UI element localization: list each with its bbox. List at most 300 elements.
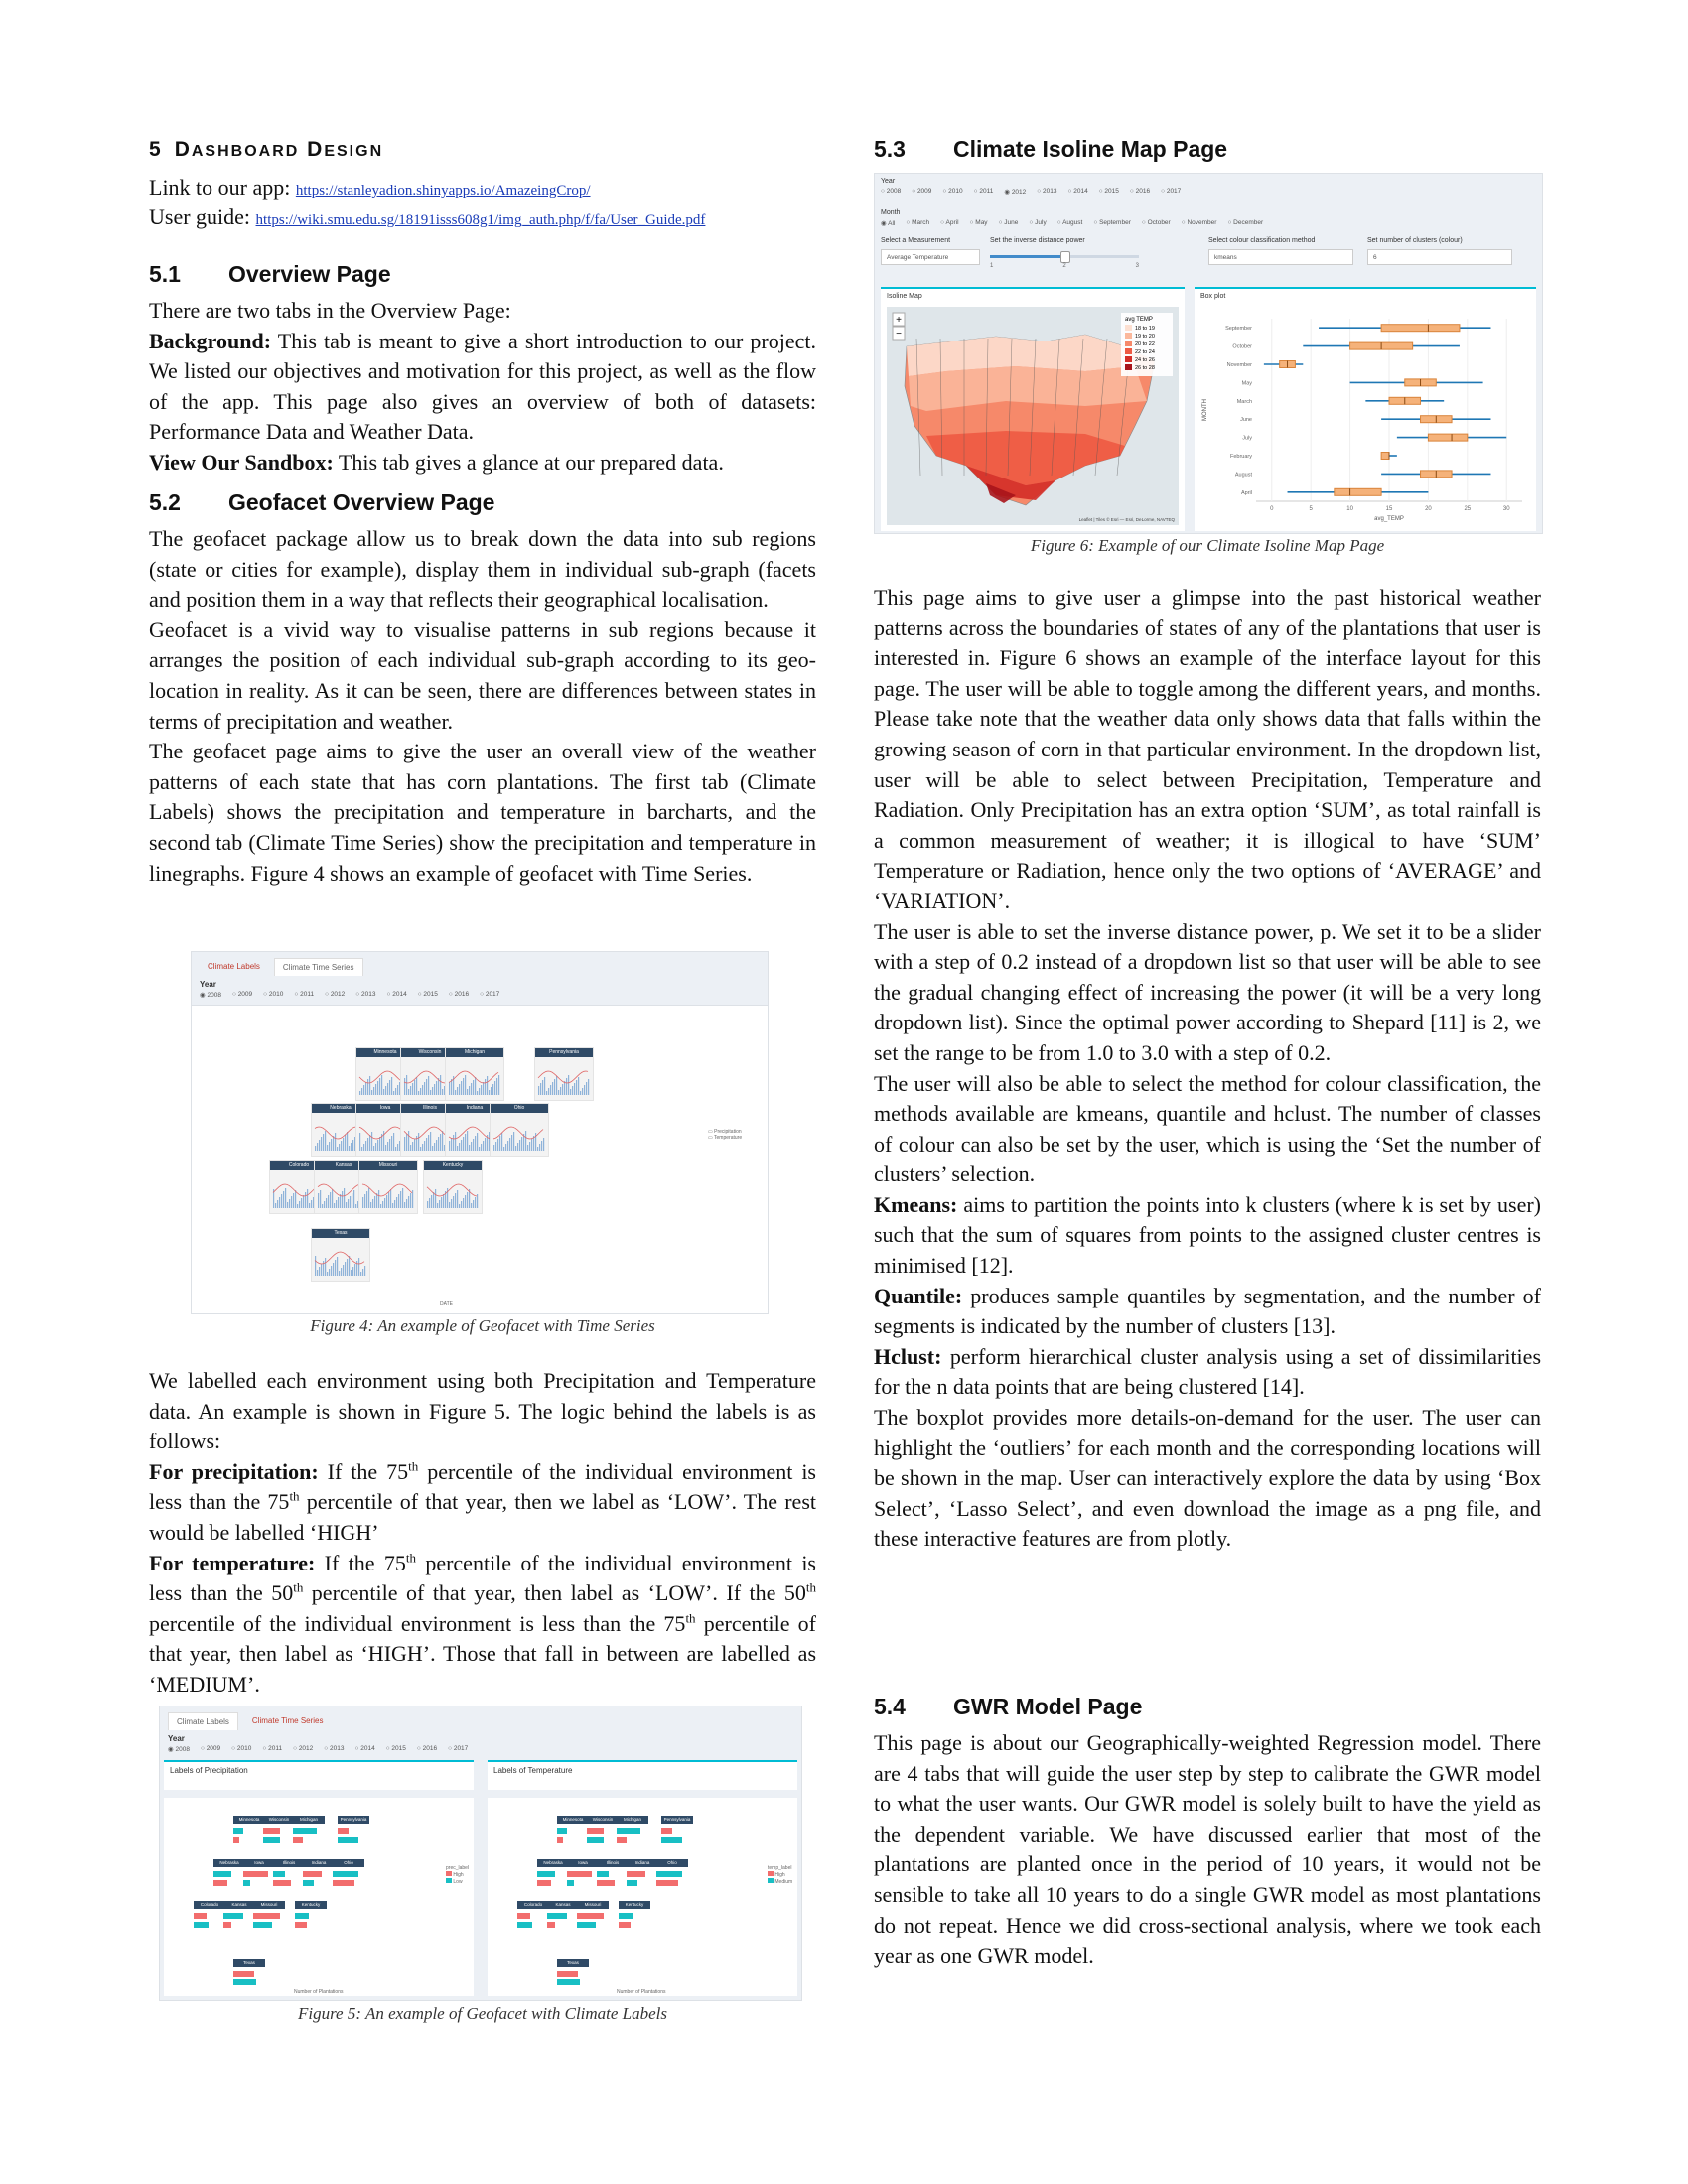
precipitation-bar <box>352 1267 353 1276</box>
precipitation-bar <box>389 1080 390 1095</box>
radio-option[interactable]: ○ 2015 <box>1099 188 1119 196</box>
label-bar <box>619 1913 633 1919</box>
facet-kansas <box>547 1901 579 1935</box>
label-bar <box>303 1880 314 1886</box>
precipitation-bar <box>342 1191 343 1208</box>
radio-option[interactable]: ◉ 2008 <box>200 991 221 999</box>
facet-missouri <box>253 1901 285 1935</box>
radio-option[interactable]: ○ 2016 <box>1130 188 1150 196</box>
radio-option[interactable]: ○ 2017 <box>1161 188 1181 196</box>
radio-option[interactable]: ○ November <box>1182 219 1217 227</box>
precipitation-bar <box>301 1198 302 1208</box>
precipitation-bar <box>334 1203 335 1208</box>
radio-option[interactable]: ○ May <box>970 219 988 227</box>
precipitation-bar <box>373 1146 374 1151</box>
y-tick-label: March <box>1236 398 1252 405</box>
subsection-heading-5-2: 5.2 Geofacet Overview Page <box>149 489 495 515</box>
facet-title: Nebraska <box>213 1859 245 1867</box>
label-bar <box>577 1913 604 1919</box>
precipitation-bar <box>521 1137 522 1151</box>
radio-option[interactable]: ◉ All <box>881 219 895 227</box>
facet-title: Pennsylvania <box>661 1816 693 1824</box>
radio-option[interactable]: ○ August <box>1057 219 1083 227</box>
label-bar <box>233 1837 239 1843</box>
label-bar <box>577 1922 596 1928</box>
precipitation-bar <box>349 1146 350 1151</box>
precipitation-bar <box>492 1084 493 1095</box>
quantile-paragraph: Quantile: produces sample quantiles by segmentation, and the number of segments is indicated by the number of clusters [13]. <box>874 1283 1541 1339</box>
precipitation-bar <box>354 1264 355 1276</box>
precipitation-bar <box>363 1085 364 1095</box>
radio-option[interactable]: ○ 2013 <box>355 991 375 999</box>
facet-title: Indiana <box>446 1104 503 1113</box>
facet-title: Wisconsin <box>263 1816 295 1824</box>
facet-title: Wisconsin <box>587 1816 619 1824</box>
subsection-heading-5-3: 5.3 Climate Isoline Map Page <box>874 136 1228 162</box>
radio-option[interactable]: ○ June <box>999 219 1019 227</box>
precipitation-bar <box>275 1203 276 1208</box>
precipitation-bar <box>442 1089 443 1095</box>
fig6-year-label: Year <box>881 178 896 185</box>
radio-option[interactable]: ○ 2016 <box>417 1745 437 1753</box>
precipitation-bar <box>393 1133 394 1151</box>
y-tick-label: June <box>1240 417 1252 424</box>
radio-option[interactable]: ○ 2016 <box>449 991 469 999</box>
precipitation-bar <box>346 1202 347 1208</box>
precipitation-bar <box>327 1272 328 1276</box>
precipitation-bar <box>582 1088 583 1095</box>
label-bar <box>338 1828 349 1834</box>
precipitation-bar <box>441 1197 442 1208</box>
label-bar <box>253 1922 272 1928</box>
radio-option[interactable]: ○ 2009 <box>232 991 252 999</box>
facet-indiana <box>627 1859 658 1893</box>
radio-option[interactable]: ○ 2013 <box>324 1745 344 1753</box>
method-dropdown[interactable]: kmeans <box>1208 249 1353 265</box>
label-bar <box>656 1880 678 1886</box>
precipitation-bar <box>326 1198 327 1208</box>
precipitation-rule: For precipitation: If the 75th percentile of the individual environment is less than the 75th percentile of that year, then we label as ‘LOW’. The rest would be labelled ‘HIGH’ <box>149 1458 816 1545</box>
y-tick-label: April <box>1240 489 1252 496</box>
radio-option[interactable]: ○ 2010 <box>942 188 962 196</box>
facet-title: Minnesota <box>233 1816 265 1824</box>
power-slider-ticks: 1 2 3 <box>990 263 1139 269</box>
precipitation-bar <box>412 1190 413 1208</box>
map-legend-title: avg TEMP <box>1125 317 1153 323</box>
facet-title: Indiana <box>627 1859 658 1867</box>
label-bar <box>293 1837 303 1843</box>
precipitation-bar <box>541 1141 542 1151</box>
precipitation-bar <box>277 1200 278 1208</box>
radio-option[interactable]: ○ July <box>1029 219 1046 227</box>
gwr-paragraph: This page is about our Geographically-weighted Regression model. There are 4 tabs that will guide the user step by step to calibrate the GWR model to what the user wants. Our GWR model is solely built to have the yield as the dependent variable. We have discussed earlier that most of the plantations are planted once in the period of 10 years, it would not be sensible to take all 10 years to do a single GWR model as most plantations do not repeat. Hence we did cross-sectional analysis, where we took each year as one GWR model. <box>874 1730 1541 1969</box>
map-legend-label: 24 to 26 <box>1135 357 1155 363</box>
facet-title: Wisconsin <box>401 1048 459 1057</box>
precipitation-bar <box>562 1084 563 1095</box>
precipitation-bar <box>554 1079 555 1095</box>
precipitation-bar <box>295 1190 296 1208</box>
precipitation-bar <box>550 1085 551 1095</box>
precipitation-bar <box>560 1087 561 1095</box>
precipitation-bar <box>463 1078 464 1095</box>
precipitation-bar <box>584 1085 585 1095</box>
precipitation-bar <box>414 1139 415 1151</box>
map-legend-swatch <box>1125 356 1132 362</box>
radio-option[interactable]: ○ October <box>1142 219 1171 227</box>
label-bar <box>537 1871 555 1877</box>
precipitation-bar <box>509 1138 510 1151</box>
radio-option[interactable]: ○ 2008 <box>881 188 901 196</box>
temperature-rule: For temperature: If the 75th percentile of the individual environment is less than the 50th percentile of that year, then label as ‘LOW’. If the 50th percentile of the individual environment is less than the 75th percentile of that year, then label as ‘HIGH’. Those that fall in between are labelled as ‘MEDIUM’. <box>149 1550 816 1697</box>
precipitation-bar <box>299 1201 300 1208</box>
label-bar <box>233 1828 243 1834</box>
precipitation-bar <box>408 1131 409 1151</box>
precipitation-bar <box>395 1088 396 1095</box>
temperature-line <box>538 1071 588 1083</box>
radio-option[interactable]: ○ 2011 <box>294 991 314 999</box>
precipitation-bar <box>493 1145 494 1151</box>
precipitation-bar <box>485 1079 486 1095</box>
fig5-tabs <box>160 1706 801 1730</box>
precipitation-bar <box>410 1193 411 1208</box>
facet-illinois <box>597 1859 629 1893</box>
box <box>1381 453 1389 460</box>
facet-title: Kentucky <box>424 1161 482 1170</box>
radio-option[interactable]: ○ 2012 <box>325 991 345 999</box>
figure-4-caption: Figure 4: An example of Geofacet with Time Series <box>310 1316 655 1335</box>
facet-title: Missouri <box>359 1161 417 1170</box>
facet-title: Michigan <box>617 1816 648 1824</box>
radio-option[interactable]: ○ 2010 <box>231 1745 251 1753</box>
label-bar <box>223 1913 243 1919</box>
precipitation-bar <box>414 1080 415 1095</box>
facet-title: Kansas <box>547 1901 579 1909</box>
precipitation-bar <box>455 1193 456 1208</box>
precipitation-bar <box>434 1084 435 1095</box>
measurement-dropdown[interactable]: Average Temperature <box>881 249 980 265</box>
radio-option[interactable]: ○ 2009 <box>912 188 931 196</box>
precipitation-bar <box>371 1090 372 1095</box>
precipitation-bar <box>440 1075 441 1095</box>
tab-climate-labels[interactable]: Climate Labels <box>168 1712 238 1730</box>
label-bar <box>233 1971 254 1977</box>
facet-title: Iowa <box>567 1859 599 1867</box>
precipitation-bar <box>408 1196 409 1208</box>
radio-option[interactable]: ○ 2017 <box>448 1745 468 1753</box>
y-tick-label: February <box>1229 454 1252 460</box>
precipitation-bar <box>315 1256 316 1276</box>
gwr-text <box>874 1728 1541 1972</box>
minus-icon: − <box>896 329 902 340</box>
panel-labels-of-temperature: Labels of Temperature <box>488 1760 797 1790</box>
facet-title: Colorado <box>270 1161 328 1170</box>
precipitation-bar <box>436 1081 437 1095</box>
radio-option[interactable]: ○ 2011 <box>974 188 994 196</box>
facet-pennsylvania <box>661 1816 693 1849</box>
precipitation-bar <box>513 1132 514 1151</box>
facet-iowa <box>567 1859 599 1893</box>
label-bar <box>557 1971 578 1977</box>
precipitation-bar <box>483 1082 484 1095</box>
label-bar <box>557 1837 563 1843</box>
precipitation-bar <box>377 1140 378 1151</box>
precipitation-bar <box>537 1147 538 1151</box>
fig6-year-radios[interactable] <box>875 186 1187 198</box>
precipitation-bar <box>362 1269 363 1276</box>
precipitation-bar <box>388 1192 389 1208</box>
clusters-label: Set number of clusters (colour) <box>1367 237 1463 244</box>
facet-time-series <box>312 1238 367 1280</box>
isoline-paragraph-1: This page aims to give user a glimpse into the past historical weather patterns across the boundaries of states of any of the plantations that user is interested in. Figure 6 shows an example of the interface layout for this page. The user will be able to toggle among the different years, and months. Please take note that the weather data only shows data that falls within the growing season of corn in that particular environment. In the dropdown list, user will be able to select between Precipitation, Temperature and Radiation. Only Precipitation has an extra option ‘SUM’, as total rainfall is a common measurement of weather; it is illogical to have ‘SUM’ Temperature or Radiation, hence only the two options of ‘AVERAGE’ and ‘VARIATION’. <box>874 585 1541 913</box>
isoline-map[interactable] <box>887 307 1179 525</box>
precipitation-bar <box>339 1144 340 1151</box>
precipitation-bar <box>483 1141 484 1151</box>
precipitation-bar <box>337 1257 338 1276</box>
precipitation-bar <box>386 1195 387 1208</box>
box <box>1335 488 1381 495</box>
radio-option[interactable]: ○ 2014 <box>1067 188 1087 196</box>
facet-ohio <box>656 1859 688 1893</box>
precipitation-bar <box>463 1137 464 1151</box>
precipitation-bar <box>436 1140 437 1151</box>
precipitation-geofacet <box>164 1798 474 1996</box>
facet-time-series <box>491 1113 546 1155</box>
radio-option[interactable]: ○ 2010 <box>263 991 283 999</box>
precipitation-bar <box>426 1079 427 1095</box>
power-slider-label: Set the inverse distance power <box>990 237 1085 244</box>
guide-link-label: User guide: <box>149 205 251 229</box>
facet-title: Kansas <box>315 1161 372 1170</box>
map-legend-swatch <box>1125 333 1132 339</box>
radio-option[interactable]: ○ 2015 <box>418 991 438 999</box>
fig4-facet-grid <box>192 1004 768 1313</box>
facet-nebraska <box>213 1859 245 1893</box>
label-bar <box>597 1880 615 1886</box>
precipitation-bar <box>412 1083 413 1095</box>
radio-option[interactable]: ○ 2015 <box>386 1745 406 1753</box>
label-bar <box>273 1880 291 1886</box>
facet-title: Illinois <box>273 1859 305 1867</box>
precipitation-bar <box>338 1197 339 1208</box>
facet-title: Texas <box>557 1959 589 1967</box>
boxplot-paragraph: The boxplot provides more details-on-demand for the user. The user can highlight the ‘outliers’ for each month and the corresponding locations will be shown in the map. User can interactively explore the data by using ‘Box Select’, ‘Lasso Select’, and even download the image as a png file, and these interactive features are from plotly. <box>874 1405 1541 1552</box>
power-slider-track[interactable] <box>990 255 1139 258</box>
tab-climate-time-series[interactable]: Climate Time Series <box>274 958 363 976</box>
radio-option[interactable]: ○ 2013 <box>1037 188 1056 196</box>
precipitation-bar <box>428 1135 429 1151</box>
y-tick-label: May <box>1241 380 1252 387</box>
precipitation-bar <box>281 1194 282 1208</box>
precipitation-bar <box>351 1270 352 1276</box>
precipitation-bar <box>366 1191 367 1208</box>
precipitation-bar <box>380 1204 381 1208</box>
power-slider-handle[interactable] <box>1060 251 1070 263</box>
precipitation-bar <box>358 1258 359 1276</box>
precipitation-bar <box>317 1270 318 1276</box>
precipitation-bar <box>465 1075 466 1095</box>
facet-kentucky <box>619 1901 650 1935</box>
app-link[interactable]: https://stanleyadion.shinyapps.io/AmazeingCrop/ <box>295 183 591 199</box>
precipitation-bar <box>473 1139 474 1151</box>
facet-colorado <box>517 1901 549 1935</box>
precipitation-bar <box>475 1077 476 1095</box>
radio-option[interactable]: ○ March <box>906 219 929 227</box>
precipitation-bar <box>416 1077 417 1095</box>
radio-option[interactable]: ○ September <box>1093 219 1131 227</box>
precipitation-bar <box>420 1147 421 1151</box>
precipitation-bar <box>353 1190 354 1208</box>
precipitation-bar <box>365 1141 366 1151</box>
box <box>1381 325 1460 332</box>
precipitation-bar <box>580 1091 581 1095</box>
fig4-header <box>192 952 768 1006</box>
facet-title: Nebraska <box>537 1859 569 1867</box>
precipitation-bar <box>431 1195 432 1208</box>
precipitation-bar <box>449 1141 450 1151</box>
precipitation-bar <box>438 1137 439 1151</box>
precipitation-bar <box>475 1136 476 1151</box>
radio-option[interactable]: ○ 2014 <box>354 1745 374 1753</box>
precipitation-bar <box>383 1089 384 1095</box>
precipitation-bar <box>525 1131 526 1151</box>
tab-climate-time-series[interactable]: Climate Time Series <box>251 1716 324 1725</box>
radio-option[interactable]: ○ 2012 <box>293 1745 313 1753</box>
precipitation-bar <box>319 1140 320 1151</box>
overview-text <box>149 296 816 478</box>
precipitation-bar <box>465 1134 466 1151</box>
precipitation-bar <box>451 1138 452 1151</box>
label-bar <box>233 1979 256 1985</box>
precipitation-bar <box>552 1082 553 1095</box>
precipitation-bar <box>469 1145 470 1151</box>
label-bar <box>547 1922 555 1928</box>
precipitation-bar <box>467 1131 468 1151</box>
geofacet-paragraph-3: The geofacet page aims to give the user an overall view of the weather patterns of each state that has corn plantations. The first tab (Climate Labels) shows the precipitation and temperature in barcharts, and the second tab (Climate Time Series) show the precipitation and temperature in linegraphs. Figure 4 shows an example of geofacet with Time Series. <box>149 739 816 886</box>
fig4-year-radios[interactable] <box>192 989 768 1005</box>
precipitation-bar <box>434 1143 435 1151</box>
precipitation-bar <box>427 1201 428 1208</box>
radio-option[interactable]: ○ April <box>940 219 958 227</box>
boxplot-chart[interactable] <box>1195 307 1536 531</box>
figure-6-screenshot <box>874 173 1543 534</box>
precipitation-bar <box>511 1135 512 1151</box>
precipitation-bar <box>368 1188 369 1208</box>
precipitation-bar <box>396 1197 397 1208</box>
user-guide-link[interactable]: https://wiki.smu.edu.sg/18191isss608g1/img_auth.php/f/fa/User_Guide.pdf <box>255 212 706 228</box>
radio-option[interactable]: ○ 2009 <box>201 1745 220 1753</box>
facet-pennsylvania <box>534 1047 594 1101</box>
precipitation-bar <box>329 1142 330 1151</box>
label-bar <box>661 1837 682 1843</box>
precipitation-bar <box>418 1091 419 1095</box>
facet-minnesota <box>233 1816 265 1849</box>
precipitation-bar <box>391 1077 392 1095</box>
facet-title: Michigan <box>446 1048 503 1057</box>
geofacet-paragraph-2: Geofacet is a vivid way to visualise patterns in sub regions because it arranges the position of each individual sub-graph according to its geo-location in reality. As it can be seen, there are differences between states in terms of precipitation and weather. <box>149 616 816 734</box>
subsection-heading-5-1: 5.1 Overview Page <box>149 261 391 287</box>
radio-option[interactable]: ○ December <box>1227 219 1263 227</box>
label-bar <box>223 1922 231 1928</box>
app-link-line <box>149 173 816 206</box>
precipitation-bar <box>343 1265 344 1276</box>
map-legend-swatch <box>1125 364 1132 370</box>
precipitation-bar <box>349 1256 350 1276</box>
precipitation-bar <box>453 1135 454 1151</box>
radio-option[interactable]: ○ 2014 <box>386 991 406 999</box>
precipitation-bar <box>540 1083 541 1095</box>
precipitation-bar <box>459 1143 460 1151</box>
precipitation-bar <box>497 1139 498 1151</box>
facet-pennsylvania <box>338 1816 369 1849</box>
precipitation-bar <box>455 1132 456 1151</box>
power-slider-fill <box>990 255 1064 258</box>
facet-missouri <box>358 1160 418 1214</box>
fig6-month-radios[interactable] <box>875 217 1269 229</box>
radio-option[interactable]: ○ 2011 <box>262 1745 282 1753</box>
facet-iowa <box>243 1859 275 1893</box>
precipitation-bar <box>574 1083 575 1095</box>
x-tick-label: 5 <box>1309 506 1313 512</box>
radio-option[interactable]: ○ 2017 <box>480 991 499 999</box>
clusters-dropdown[interactable]: 6 <box>1367 249 1512 265</box>
precipitation-bar <box>410 1086 411 1095</box>
precipitation-bar <box>517 1143 518 1151</box>
precipitation-bar <box>430 1132 431 1151</box>
facet-title: Pennsylvania <box>338 1816 369 1824</box>
precipitation-bar <box>422 1144 423 1151</box>
fig5-year-radios[interactable] <box>160 1743 801 1759</box>
label-bar <box>517 1922 532 1928</box>
precipitation-bar <box>351 1143 352 1151</box>
precipitation-bar <box>432 1087 433 1095</box>
measurement-label: Select a Measurement <box>881 237 951 244</box>
facet-texas <box>557 1959 589 1992</box>
app-link-label: Link to our app: <box>149 175 291 200</box>
precipitation-bar <box>519 1140 520 1151</box>
precipitation-bar <box>543 1138 544 1151</box>
precipitation-bar <box>406 1075 407 1095</box>
facet-colorado <box>194 1901 225 1935</box>
precipitation-bar <box>570 1089 571 1095</box>
facet-title: Indiana <box>303 1859 335 1867</box>
precipitation-bar <box>365 1082 366 1095</box>
isoline-text <box>874 583 1541 1555</box>
label-bar <box>517 1913 530 1919</box>
map-legend-label: 26 to 28 <box>1135 365 1155 371</box>
x-tick-label: 20 <box>1425 506 1432 512</box>
precipitation-bar <box>359 1133 360 1151</box>
facet-title: Kentucky <box>619 1901 650 1909</box>
label-bar <box>597 1871 609 1877</box>
figure-5-screenshot <box>159 1706 802 2001</box>
facet-title: Missouri <box>253 1901 285 1909</box>
precipitation-bar <box>291 1196 292 1208</box>
facet-title: Iowa <box>243 1859 275 1867</box>
precipitation-bar <box>418 1133 419 1151</box>
radio-option[interactable]: ◉ 2008 <box>168 1745 190 1753</box>
radio-option[interactable]: ◉ 2012 <box>1004 188 1026 196</box>
map-legend-swatch <box>1125 325 1132 331</box>
tab-climate-labels[interactable]: Climate Labels <box>208 962 260 971</box>
label-bar <box>557 1828 567 1834</box>
precipitation-bar <box>297 1204 298 1208</box>
precipitation-bar <box>340 1194 341 1208</box>
map-legend-label: 19 to 20 <box>1135 334 1155 340</box>
precipitation-bar <box>457 1146 458 1151</box>
precipitation-bar <box>430 1090 431 1095</box>
precipitation-bar <box>397 1085 398 1095</box>
label-bar <box>567 1871 592 1877</box>
